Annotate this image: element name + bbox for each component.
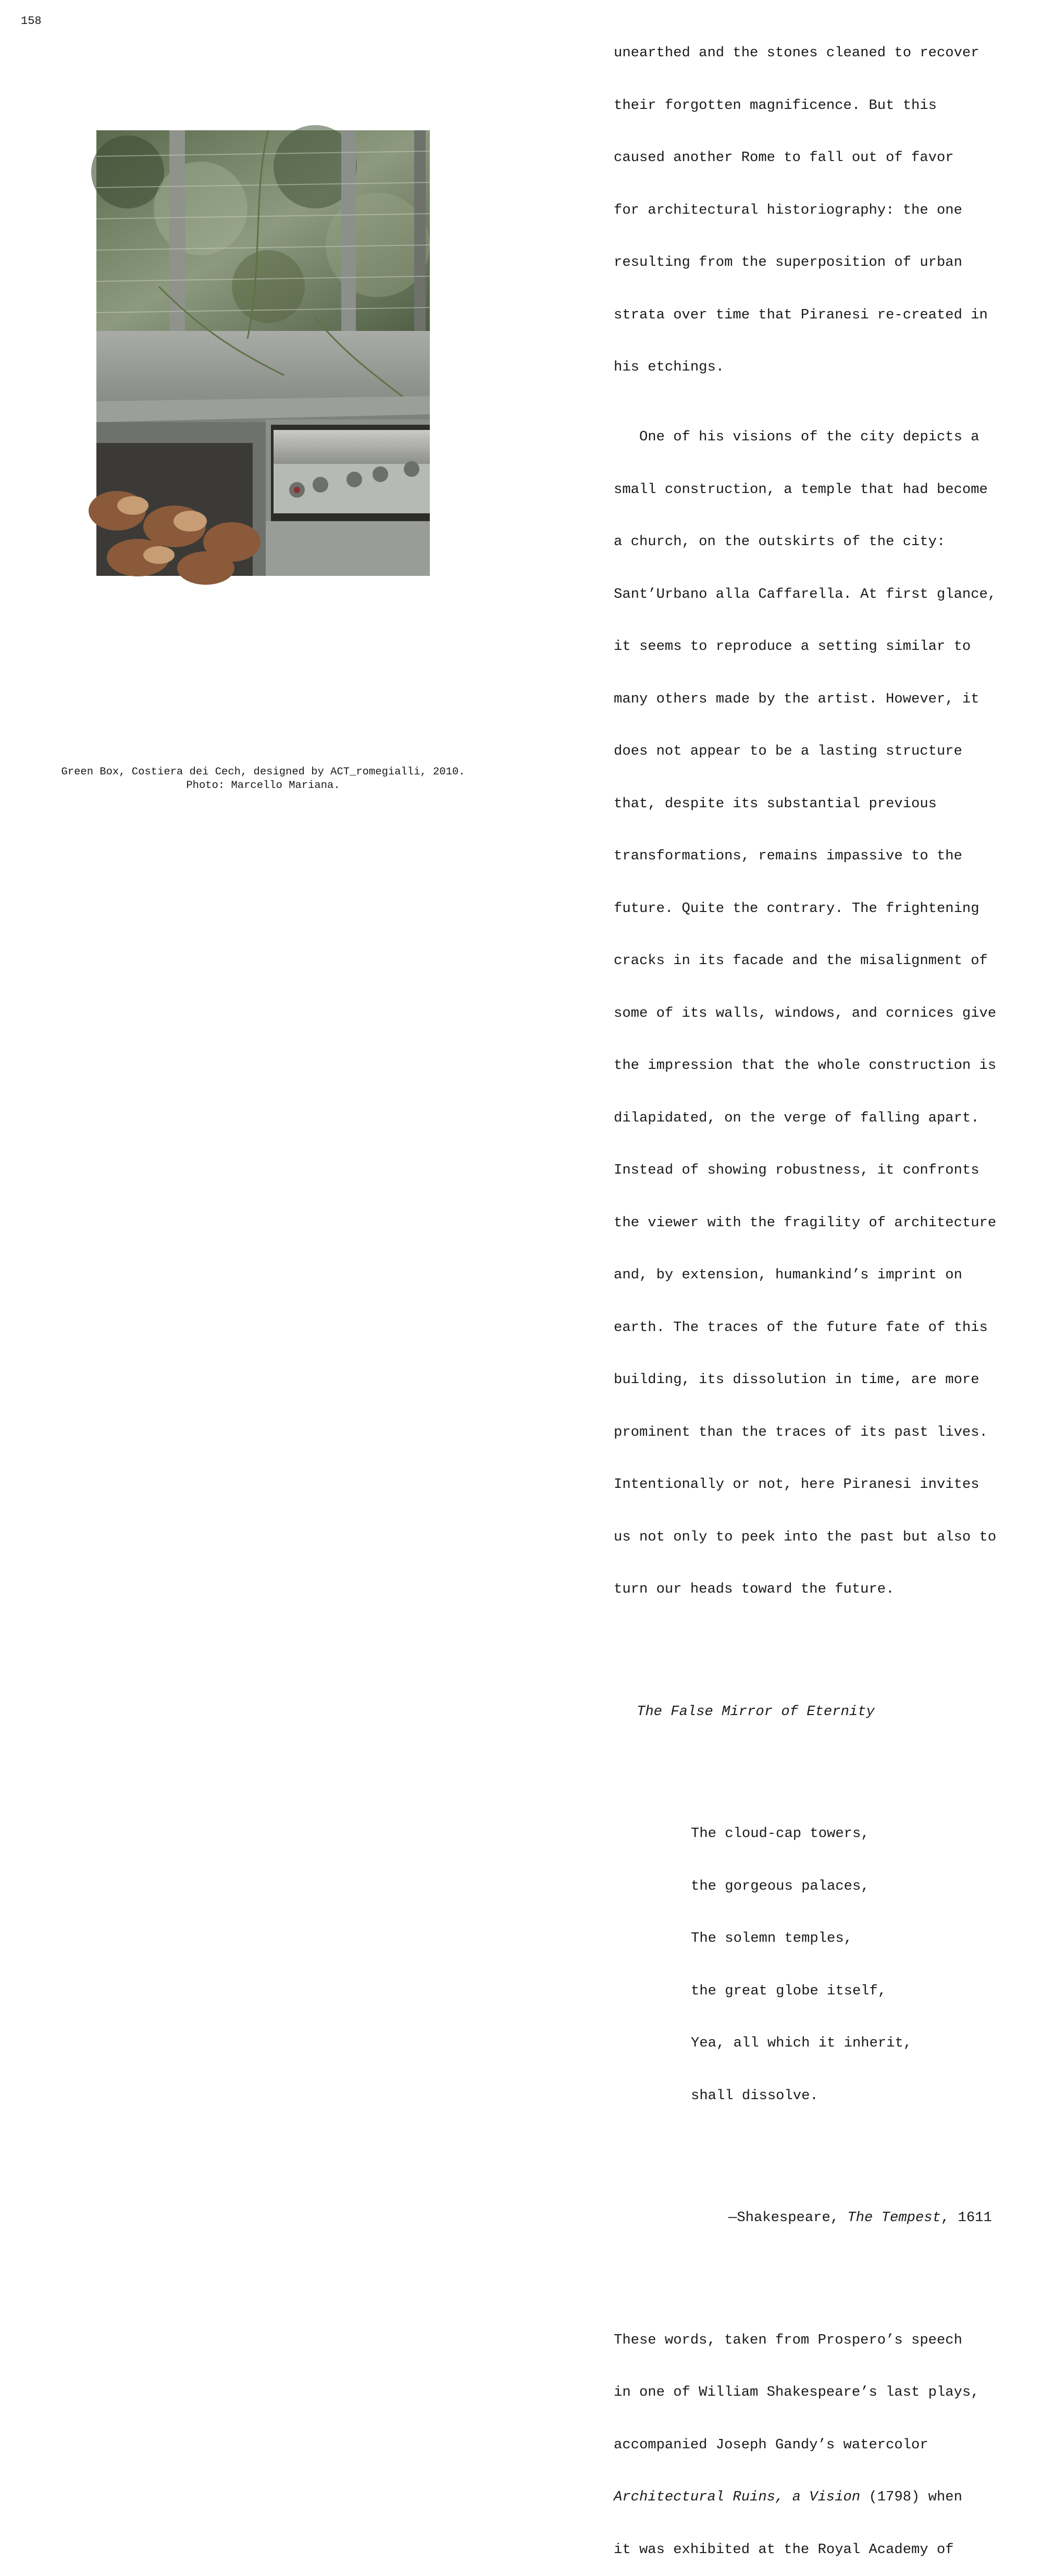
figure-caption: [10, 766, 516, 793]
paragraph-line: future. Quite the contrary. The frightening: [614, 900, 979, 917]
outdoor-kitchen-photo: [96, 130, 430, 576]
paragraph-line: Instead of showing robustness, it confronts: [614, 1162, 979, 1178]
paragraph-line: cracks in its facade and the misalignment of: [614, 953, 988, 969]
paragraph-line: accompanied Joseph Gandy’s watercolor: [614, 2436, 928, 2453]
paragraph-text: (1798) when: [860, 2489, 962, 2505]
paragraph-line: and, by extension, humankind’s imprint on: [614, 1267, 962, 1283]
spacer: [614, 2157, 1031, 2175]
page-number: 158: [21, 15, 42, 28]
attribution-work: The Tempest: [847, 2210, 941, 2226]
figure-photo: [96, 130, 430, 576]
paragraph-line: dilapidated, on the verge of falling apart.: [614, 1110, 979, 1126]
body-text-column: [614, 9, 1031, 2576]
paragraph-line: his etchings.: [614, 359, 725, 375]
artwork-title: Architectural Ruins, a Vision: [614, 2489, 861, 2505]
paragraph-line: small construction, a temple that had become: [614, 481, 988, 498]
paragraph-line: us not only to peek into the past but also to: [614, 1529, 997, 1545]
paragraph-line: [614, 2488, 1031, 2506]
caption-line: Green Box, Costiera dei Cech, designed by ACT_romegialli, 2010.: [61, 766, 465, 778]
paragraph-line: prominent than the traces of its past lives.: [614, 1424, 988, 1440]
paragraph-line: a church, on the outskirts of the city:: [614, 534, 946, 550]
poem-line: shall dissolve.: [691, 2087, 818, 2104]
paragraph-line: some of its walls, windows, and cornices give: [614, 1005, 997, 1021]
poem-line: the gorgeous palaces,: [691, 1878, 870, 1894]
paragraph-line: One of his visions of the city depicts a: [614, 429, 979, 445]
paragraph-line: transformations, remains impassive to the: [614, 848, 962, 864]
paragraph-line: strata over time that Piranesi re-created in: [614, 306, 988, 323]
section-heading: The False Mirror of Eternity: [637, 1703, 875, 1720]
paragraph-line: Sant’Urbano alla Caffarella. At first glance,: [614, 586, 997, 602]
paragraph-line: resulting from the superposition of urban: [614, 254, 962, 270]
attribution-author: —Shakespeare,: [728, 2210, 848, 2226]
paragraph-line: the viewer with the fragility of architecture: [614, 1214, 997, 1231]
paragraph-line: caused another Rome to fall out of favor: [614, 150, 954, 166]
paragraph-line: it was exhibited at the Royal Academy of: [614, 2541, 954, 2558]
paragraph-line: that, despite its substantial previous: [614, 795, 937, 812]
paragraph-line: the impression that the whole construction is: [614, 1057, 997, 1074]
paragraph-line: building, its dissolution in time, are more: [614, 1372, 979, 1388]
spacer: [614, 1755, 1031, 1773]
caption-credit: Photo: Marcello Mariana.: [186, 780, 340, 792]
paragraph-line: These words, taken from Prospero’s speech: [614, 2332, 962, 2348]
paragraph-line: their forgotten magnificence. But this: [614, 97, 937, 114]
quote-attribution: [614, 2209, 1031, 2227]
spacer: [614, 1650, 1031, 1668]
paragraph-line: it seems to reproduce a setting similar to: [614, 638, 971, 655]
poem-line: Yea, all which it inherit,: [691, 2035, 912, 2051]
poem-line: The solemn temples,: [691, 1930, 852, 1946]
paragraph-line: unearthed and the stones cleaned to recover: [614, 45, 979, 61]
paragraph-line: turn our heads toward the future.: [614, 1581, 895, 1597]
attribution-year: , 1611: [940, 2210, 992, 2226]
paragraph-line: Intentionally or not, here Piranesi invites: [614, 1476, 979, 1493]
paragraph-line: many others made by the artist. However, it: [614, 691, 979, 707]
paragraph-line: for architectural historiography: the one: [614, 202, 962, 218]
paragraph-line: in one of William Shakespeare’s last plays,: [614, 2384, 979, 2400]
spacer: [614, 2262, 1031, 2279]
paragraph-line: earth. The traces of the future fate of this: [614, 1319, 988, 1336]
poem-line: the great globe itself,: [691, 1982, 887, 1999]
poem-line: The cloud-cap towers,: [691, 1826, 870, 1842]
paragraph-line: does not appear to be a lasting structure: [614, 743, 962, 759]
